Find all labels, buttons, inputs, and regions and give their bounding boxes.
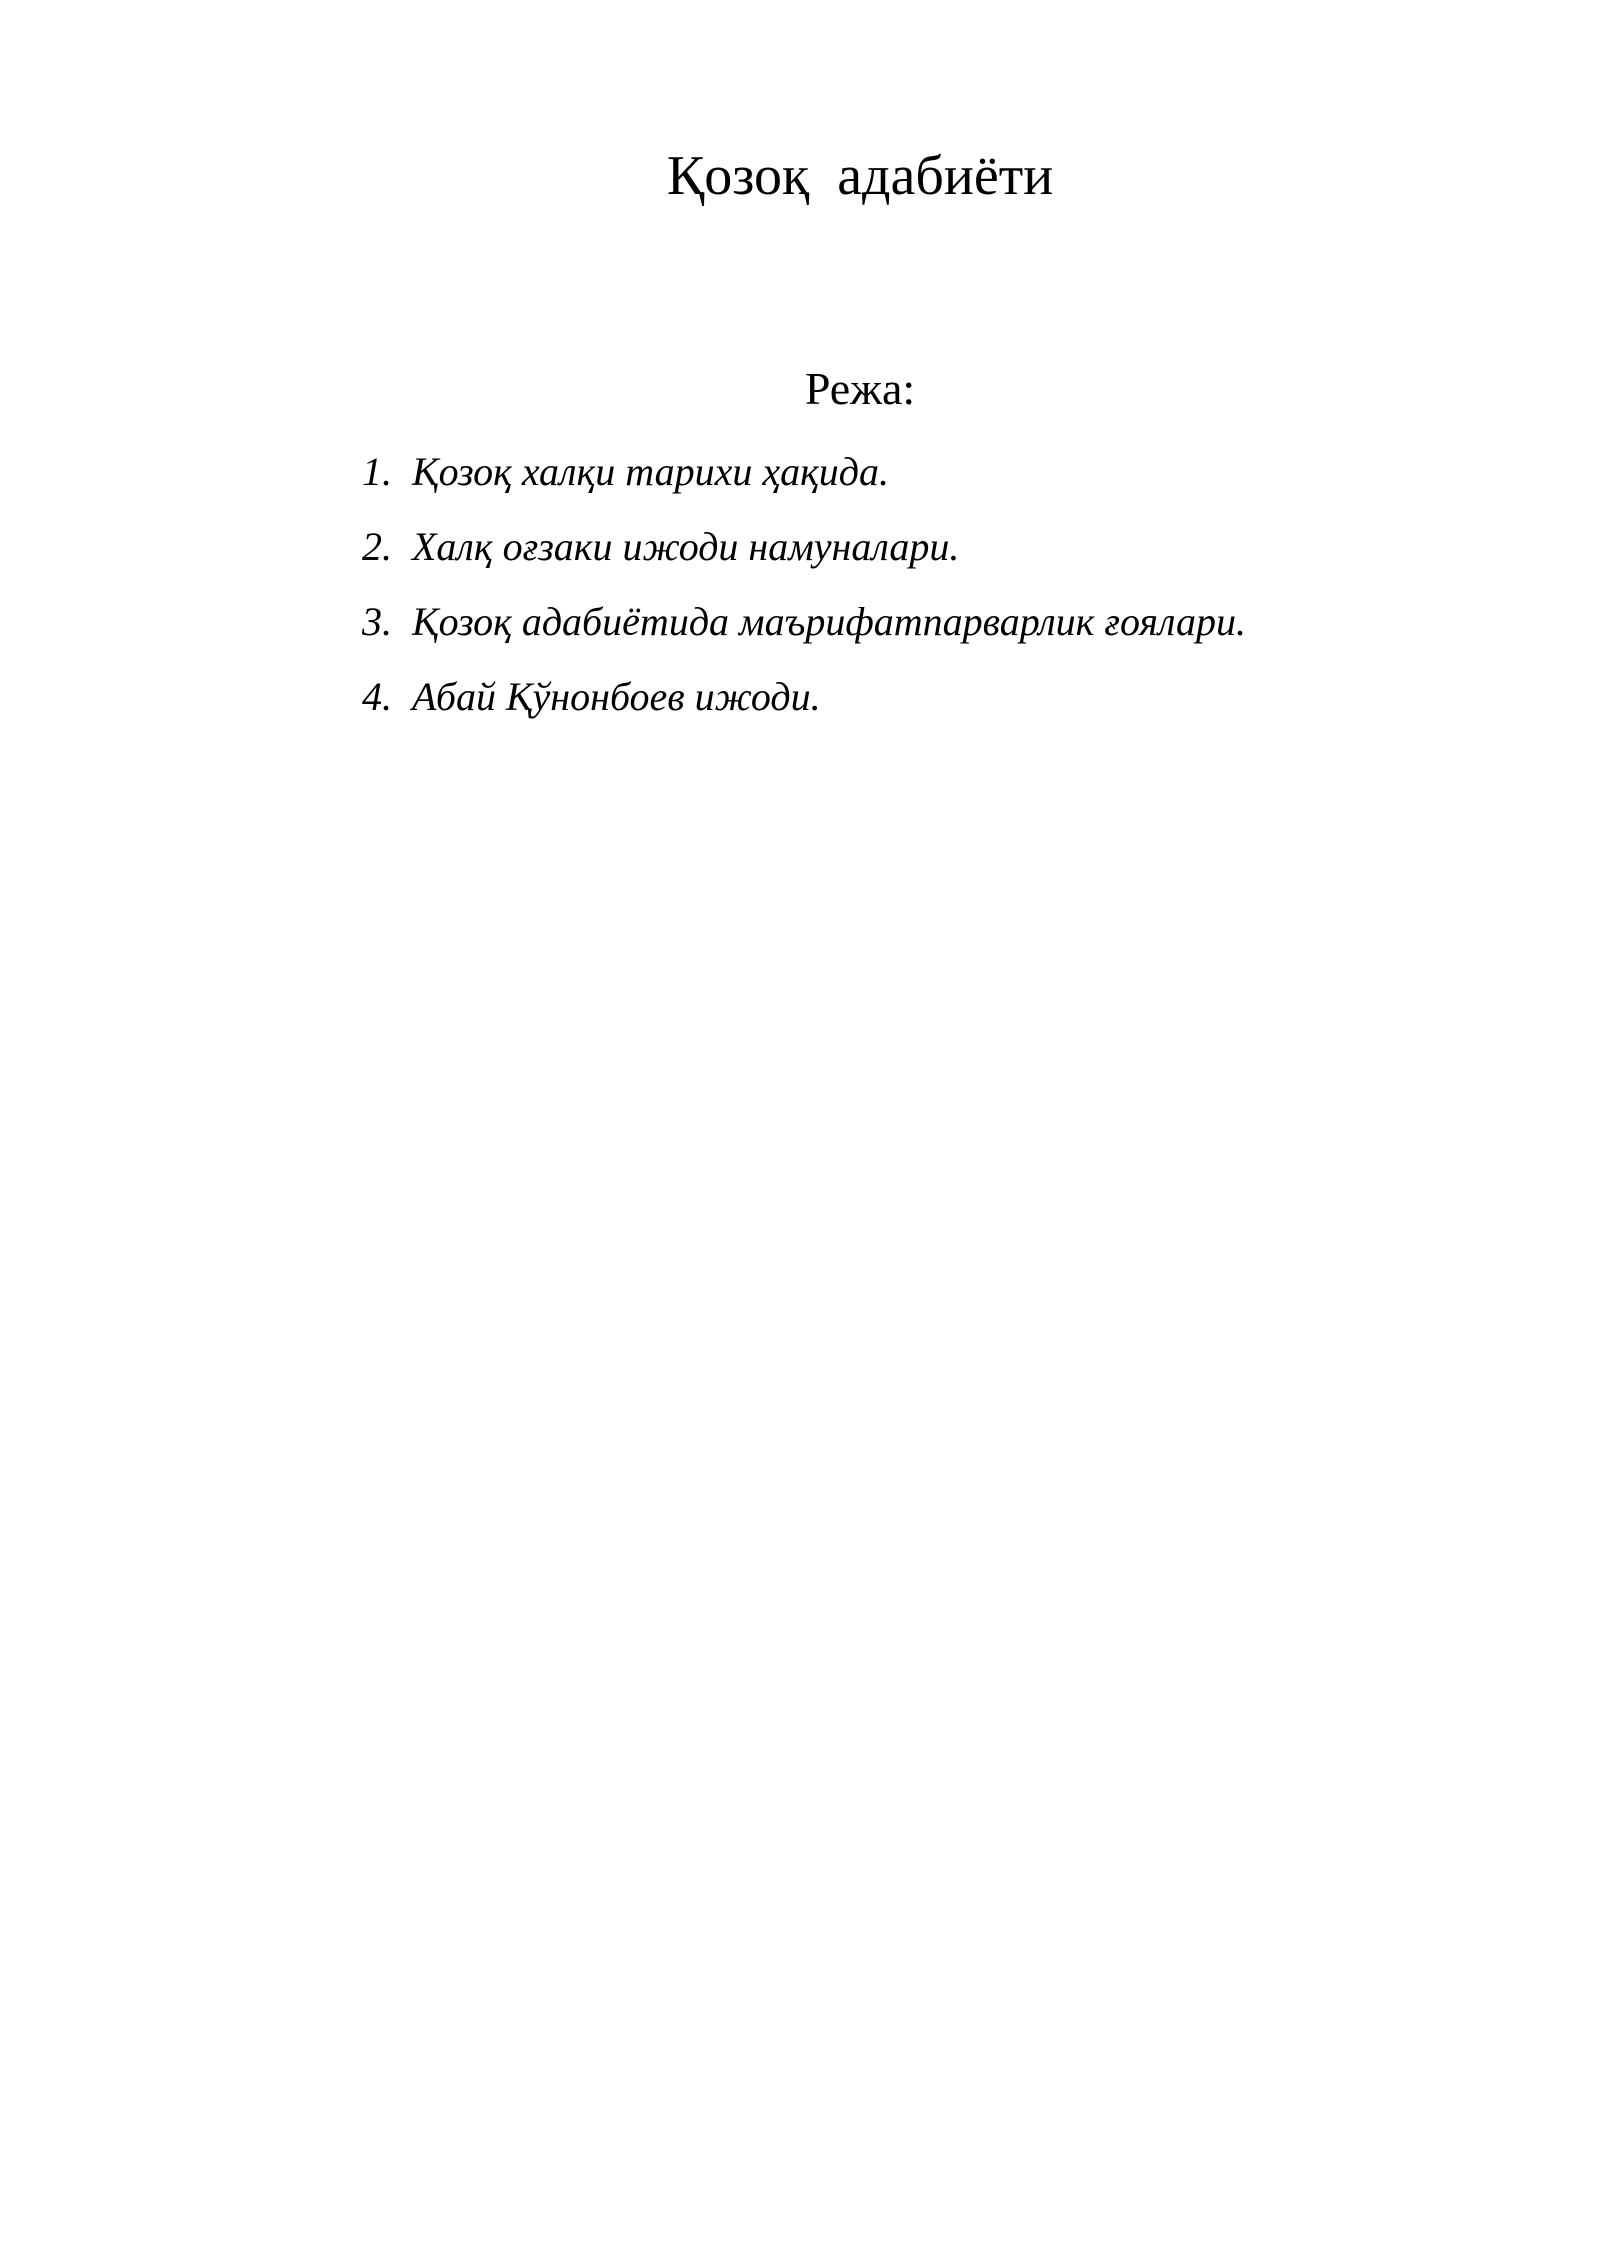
plan-item-number: 2.	[362, 524, 392, 569]
plan-item-number: 1.	[362, 449, 392, 494]
plan-item-number: 3.	[362, 599, 392, 644]
plan-list	[362, 449, 1246, 752]
plan-item-text: Қозоқ халқи тарихи ҳақида.	[412, 449, 890, 494]
plan-item	[362, 524, 1246, 602]
plan-item-text: Халқ оғзаки ижоди намуналари.	[412, 524, 960, 569]
plan-item	[362, 599, 1246, 677]
plan-heading: Режа:	[804, 363, 916, 414]
plan-item	[362, 674, 1246, 752]
plan-item	[362, 449, 1246, 527]
plan-item-text: Абай Қўнонбоев ижоди.	[412, 674, 821, 719]
plan-item-number: 4.	[362, 674, 392, 719]
plan-item-text: Қозоқ адабиётида маърифатпарварлик ғоялари.	[412, 599, 1246, 644]
document-title: Қозоқ адабиёти	[666, 145, 1054, 207]
